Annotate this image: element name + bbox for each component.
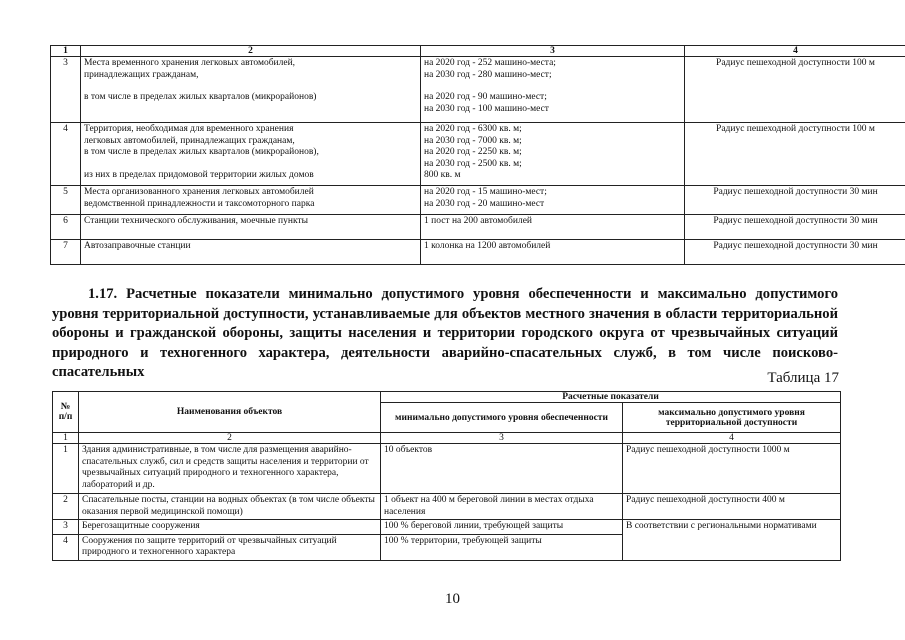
column-index-4: 4 bbox=[623, 433, 841, 444]
value-line: на 2030 год - 20 машино-мест bbox=[424, 198, 545, 209]
value-line: на 2030 год - 280 машино-мест; bbox=[424, 69, 552, 80]
object-name-line: в том числе в пределах жилых кварталов (микрорайонов) bbox=[84, 92, 317, 102]
table-row bbox=[51, 123, 905, 186]
value-cell: 1 колонка на 1200 автомобилей bbox=[421, 240, 685, 265]
row-number: 2 bbox=[53, 494, 79, 520]
value-line: 800 кв. м bbox=[424, 170, 461, 180]
min-value-cell: 100 % береговой линии, требующей защиты bbox=[381, 520, 623, 535]
table-row bbox=[51, 186, 905, 215]
column-index-2: 2 bbox=[81, 46, 421, 57]
object-name-cell: Здания административные, в том числе для размещения аварийно-спасательных служб, сил и средств защиты населения и территории от чрезвычайных ситуаций природного и техногенного характера, лабораторий и др. bbox=[79, 444, 381, 494]
row-number: 6 bbox=[51, 215, 81, 240]
table-emergency bbox=[52, 391, 841, 561]
table-header-row bbox=[51, 46, 905, 57]
object-name-cell bbox=[81, 123, 421, 186]
column-index-1: 1 bbox=[53, 433, 79, 444]
column-header-name: Наименования объектов bbox=[79, 392, 381, 433]
value-cell bbox=[421, 186, 685, 215]
value-line: на 2030 год - 2500 кв. м; bbox=[424, 158, 522, 169]
value-line: на 2020 год - 2250 кв. м; bbox=[424, 147, 522, 157]
column-index-2: 2 bbox=[79, 433, 381, 444]
column-index-4: 4 bbox=[685, 46, 905, 57]
row-number: 3 bbox=[53, 520, 79, 535]
value-line: на 2020 год - 6300 кв. м; bbox=[424, 124, 522, 134]
value-cell bbox=[421, 123, 685, 186]
column-index-1: 1 bbox=[51, 46, 81, 57]
object-name-line: принадлежащих гражданам, bbox=[84, 69, 199, 80]
section-heading-text: 1.17. Расчетные показатели минимально допустимого уровня обеспеченности и максимально допустимого уровня территориальной доступности, устанавливаемые для объектов местного значения в области территориальной обороны и гражданской обороны, защиты населения и территории городского округа от чрезвычайных ситуаций природного и техногенного характера, деятельности аварийно-спасательных служб, в том числе поисково-спасательных bbox=[52, 286, 838, 380]
object-name-line: легковых автомобилей, принадлежащих гражданам, bbox=[84, 135, 295, 146]
object-name-cell bbox=[81, 57, 421, 123]
table-row bbox=[51, 240, 905, 265]
object-name-line: из них в пределах придомовой территории жилых домов bbox=[84, 169, 314, 180]
object-name-line: ведомственной принадлежности и таксомоторного парка bbox=[84, 198, 315, 209]
column-header-number: № п/п bbox=[53, 392, 79, 433]
column-header-group: Расчетные показатели bbox=[381, 392, 841, 403]
column-header-max: максимально допустимого уровня территориальной доступности bbox=[623, 403, 841, 433]
table-row bbox=[51, 215, 905, 240]
object-name-line: Места организованного хранения легковых автомобилей bbox=[84, 187, 314, 197]
table-parking bbox=[50, 45, 905, 265]
value-cell: 1 пост на 200 автомобилей bbox=[421, 215, 685, 240]
value-line: на 2020 год - 252 машино-места; bbox=[424, 58, 556, 68]
max-value-cell: В соответствии с региональными нормативами bbox=[623, 520, 841, 561]
row-number: 7 bbox=[51, 240, 81, 265]
object-name-cell: Станции технического обслуживания, моечные пункты bbox=[81, 215, 421, 240]
value-line: на 2030 год - 100 машино-мест bbox=[424, 103, 549, 114]
row-number: 4 bbox=[51, 123, 81, 186]
object-name-cell: Спасательные посты, станции на водных объектах (в том числе объекты оказания первой медицинской помощи) bbox=[79, 494, 381, 520]
object-name-line: Места временного хранения легковых автомобилей, bbox=[84, 58, 296, 68]
table-row bbox=[53, 494, 841, 520]
table-row bbox=[53, 444, 841, 494]
object-name-line: в том числе в пределах жилых кварталов (микрорайонов), bbox=[84, 147, 319, 157]
value-cell bbox=[421, 57, 685, 123]
min-value-cell: 100 % территории, требующей защиты bbox=[381, 534, 623, 560]
value-line: на 2020 год - 90 машино-мест; bbox=[424, 92, 547, 102]
table-row bbox=[51, 57, 905, 123]
accessibility-cell: Радиус пешеходной доступности 30 мин bbox=[685, 186, 905, 215]
min-value-cell: 1 объект на 400 м береговой линии в местах отдыха населения bbox=[381, 494, 623, 520]
accessibility-cell: Радиус пешеходной доступности 100 м bbox=[685, 57, 905, 123]
row-number: 4 bbox=[53, 534, 79, 560]
row-number: 1 bbox=[53, 444, 79, 494]
row-number: 3 bbox=[51, 57, 81, 123]
column-header-min: минимально допустимого уровня обеспеченности bbox=[381, 403, 623, 433]
object-name-cell: Берегозащитные сооружения bbox=[79, 520, 381, 535]
max-value-cell: Радиус пешеходной доступности 1000 м bbox=[623, 444, 841, 494]
accessibility-cell: Радиус пешеходной доступности 100 м bbox=[685, 123, 905, 186]
accessibility-cell: Радиус пешеходной доступности 30 мин bbox=[685, 215, 905, 240]
page-number: 10 bbox=[445, 591, 460, 607]
table-row bbox=[53, 520, 841, 535]
value-line: на 2030 год - 7000 кв. м; bbox=[424, 135, 522, 146]
accessibility-cell: Радиус пешеходной доступности 30 мин bbox=[685, 240, 905, 265]
column-index-3: 3 bbox=[381, 433, 623, 444]
row-number: 5 bbox=[51, 186, 81, 215]
column-index-3: 3 bbox=[421, 46, 685, 57]
object-name-cell: Автозаправочные станции bbox=[81, 240, 421, 265]
table-index-row bbox=[53, 433, 841, 444]
min-value-cell: 10 объектов bbox=[381, 444, 623, 494]
section-heading bbox=[52, 285, 838, 383]
object-name-cell bbox=[81, 186, 421, 215]
table-label: Таблица 17 bbox=[767, 370, 839, 386]
table-header-row bbox=[53, 392, 841, 403]
object-name-cell: Сооружения по защите территорий от чрезвычайных ситуаций природного и техногенного характера bbox=[79, 534, 381, 560]
value-line: на 2020 год - 15 машино-мест; bbox=[424, 187, 547, 197]
max-value-cell: Радиус пешеходной доступности 400 м bbox=[623, 494, 841, 520]
object-name-line: Территория, необходимая для временного хранения bbox=[84, 124, 294, 134]
